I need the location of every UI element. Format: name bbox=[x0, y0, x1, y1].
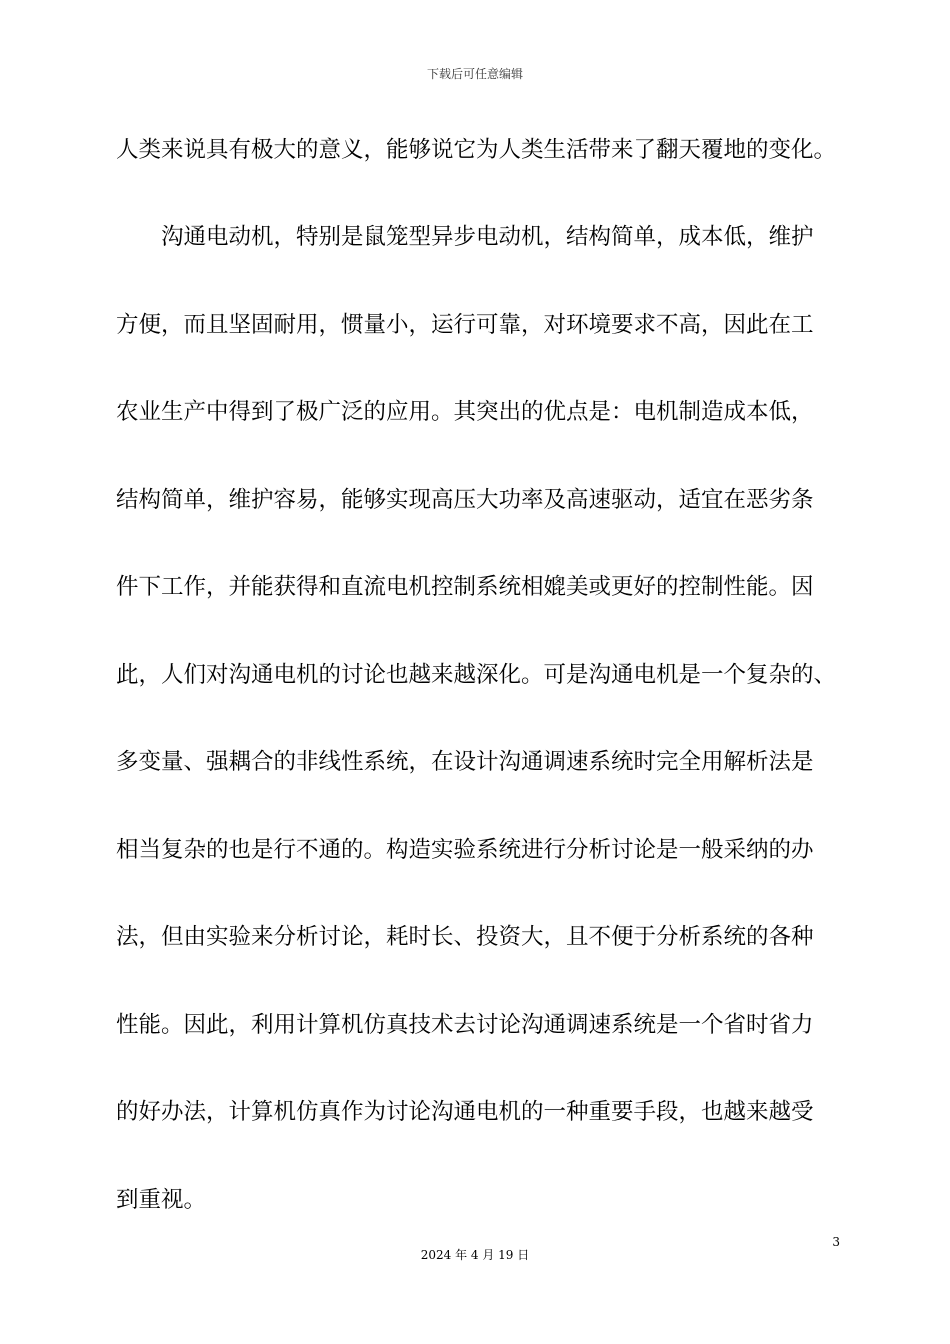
text-line-paragraph-start: 沟通电动机，特别是鼠笼型异步电动机，结构简单，成本低，维护 bbox=[161, 224, 814, 250]
text-line: 件下工作，并能获得和直流电机控制系统相媲美或更好的控制性能。因 bbox=[116, 574, 814, 600]
text-line: 的好办法，计算机仿真作为讨论沟通电机的一种重要手段，也越来越受 bbox=[116, 1099, 814, 1125]
text-line: 此，人们对沟通电机的讨论也越来越深化。可是沟通电机是一个复杂的、 bbox=[116, 662, 837, 688]
text-line: 农业生产中得到了极广泛的应用。其突出的优点是：电机制造成本低， bbox=[116, 399, 814, 425]
text-line: 方便，而且坚固耐用，惯量小，运行可靠，对环境要求不高，因此在工 bbox=[116, 312, 814, 338]
footer-date: 2024 年 4 月 19 日 bbox=[420, 1248, 530, 1262]
text-line: 到重视。 bbox=[116, 1187, 207, 1213]
page-number: 3 bbox=[832, 1235, 840, 1249]
text-line: 人类来说具有极大的意义，能够说它为人类生活带来了翻天覆地的变化。 bbox=[116, 137, 837, 163]
text-line: 法，但由实验来分析讨论，耗时长、投资大，且不便于分析系统的各种 bbox=[116, 924, 814, 950]
text-line: 结构简单，维护容易，能够实现高压大功率及高速驱动，适宜在恶劣条 bbox=[116, 487, 814, 513]
text-line: 多变量、强耦合的非线性系统，在设计沟通调速系统时完全用解析法是 bbox=[116, 749, 814, 775]
text-line: 性能。因此，利用计算机仿真技术去讨论沟通调速系统是一个省时省力 bbox=[116, 1012, 814, 1038]
page-header: 下载后可任意编辑 bbox=[426, 67, 523, 81]
text-line: 相当复杂的也是行不通的。构造实验系统进行分析讨论是一般采纳的办 bbox=[116, 837, 814, 863]
